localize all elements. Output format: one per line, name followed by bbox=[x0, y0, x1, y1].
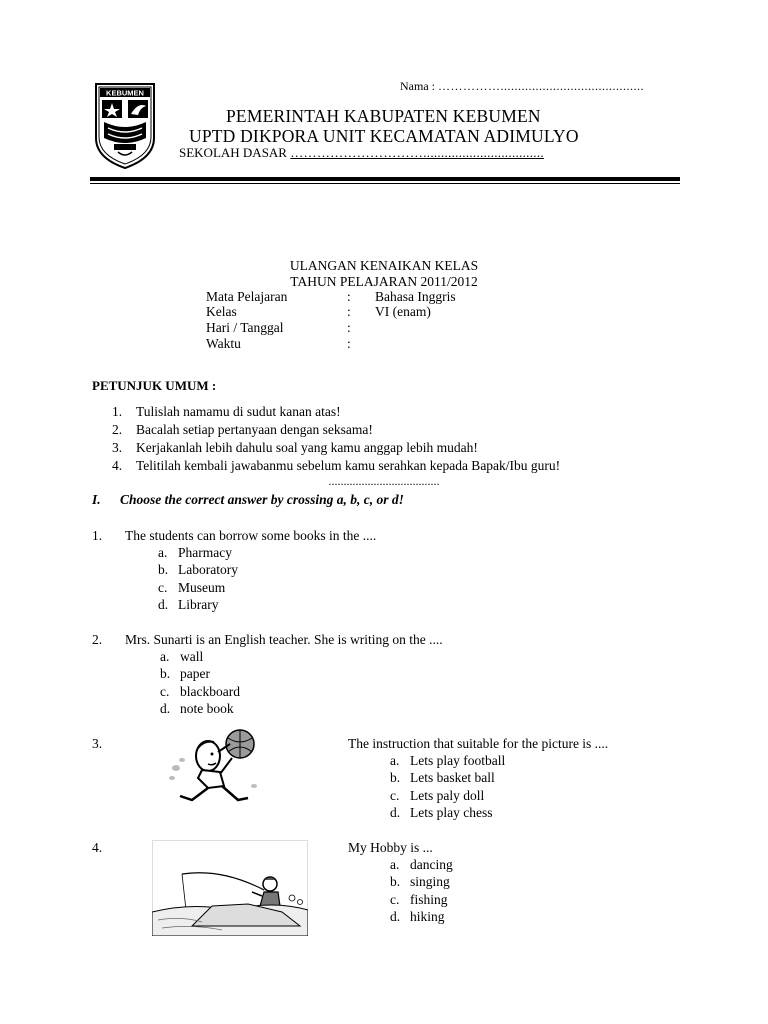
name-field bbox=[400, 79, 644, 94]
info-label: Hari / Tanggal bbox=[206, 320, 284, 335]
option: d. Library bbox=[158, 597, 219, 613]
school-blank: ………………………….................................. bbox=[290, 145, 544, 160]
header-office: UPTD DIKPORA UNIT KECAMATAN ADIMULYO bbox=[189, 126, 579, 146]
question-number: 3. bbox=[92, 736, 103, 751]
info-value: VI (enam) bbox=[375, 304, 431, 319]
option: b. paper bbox=[160, 666, 210, 682]
section-number: I. bbox=[92, 492, 101, 507]
options-list bbox=[390, 857, 453, 927]
info-label: Mata Pelajaran bbox=[206, 289, 288, 304]
info-label: Waktu bbox=[206, 336, 241, 351]
info-value: Bahasa Inggris bbox=[375, 289, 456, 304]
info-colon: : bbox=[347, 336, 351, 351]
question-text: The instruction that suitable for the picture is .... bbox=[348, 736, 609, 751]
fishing-boy-illustration bbox=[152, 840, 308, 936]
option: c. blackboard bbox=[160, 683, 240, 699]
info-colon: : bbox=[347, 289, 351, 304]
info-colon: : bbox=[347, 304, 351, 319]
option: c. fishing bbox=[390, 891, 448, 907]
options-list bbox=[158, 545, 238, 615]
options-list bbox=[160, 649, 240, 719]
option: b. Laboratory bbox=[158, 562, 238, 578]
info-colon: : bbox=[347, 320, 351, 335]
option: a. wall bbox=[160, 649, 204, 664]
name-label: Nama : bbox=[400, 79, 435, 93]
option: d. note book bbox=[160, 701, 234, 717]
header-divider-thin bbox=[90, 183, 680, 184]
exam-title: ULANGAN KENAIKAN KELAS bbox=[289, 258, 479, 273]
option: d. hiking bbox=[390, 909, 445, 925]
exam-year: TAHUN PELAJARAN 2011/2012 bbox=[290, 274, 478, 289]
option: c. Lets paly doll bbox=[390, 787, 485, 803]
question-number: 4. bbox=[92, 840, 103, 855]
header-school bbox=[179, 145, 544, 161]
school-label: SEKOLAH DASAR bbox=[179, 145, 287, 160]
list-item: 2. Bacalah setiap pertanyaan dengan seksama! bbox=[112, 422, 373, 437]
option: b. Lets basket ball bbox=[390, 770, 495, 786]
section-heading bbox=[92, 492, 404, 508]
question-text: The students can borrow some books in the .... bbox=[125, 528, 377, 543]
question-text: My Hobby is ... bbox=[348, 840, 433, 855]
question-number: 2. bbox=[92, 632, 103, 647]
option: a. Pharmacy bbox=[158, 545, 232, 560]
options-list bbox=[390, 753, 505, 823]
kebumen-emblem-icon bbox=[94, 82, 156, 170]
info-label: Kelas bbox=[206, 304, 237, 319]
option: a. Lets play football bbox=[390, 753, 506, 768]
option: a. dancing bbox=[390, 857, 453, 872]
list-item: 3. Kerjakanlah lebih dahulu soal yang kamu anggap lebih mudah! bbox=[112, 440, 478, 455]
instructions-list bbox=[112, 404, 560, 476]
instructions-heading: PETUNJUK UMUM : bbox=[92, 378, 217, 393]
basketball-player-illustration bbox=[168, 726, 260, 818]
question-number: 1. bbox=[92, 528, 103, 543]
header-divider-thick bbox=[90, 177, 680, 181]
section-title: Choose the correct answer by crossing a, b, c, or d! bbox=[120, 492, 404, 507]
header-government: PEMERINTAH KABUPATEN KEBUMEN bbox=[226, 106, 541, 126]
option: b. singing bbox=[390, 874, 450, 890]
option: c. Museum bbox=[158, 579, 226, 595]
question-text: Mrs. Sunarti is an English teacher. She is writing on the .... bbox=[125, 632, 443, 647]
list-item: 4. Telitilah kembali jawabanmu sebelum kamu serahkan kepada Bapak/Ibu guru! bbox=[112, 458, 561, 473]
option: d. Lets play chess bbox=[390, 805, 493, 821]
separator-dots: ..................................... bbox=[328, 474, 440, 488]
list-item: 1. Tulislah namamu di sudut kanan atas! bbox=[112, 404, 341, 419]
emblem-lettering: KEBUMEN bbox=[106, 88, 144, 98]
name-blank: ……………......................................... bbox=[438, 79, 644, 93]
